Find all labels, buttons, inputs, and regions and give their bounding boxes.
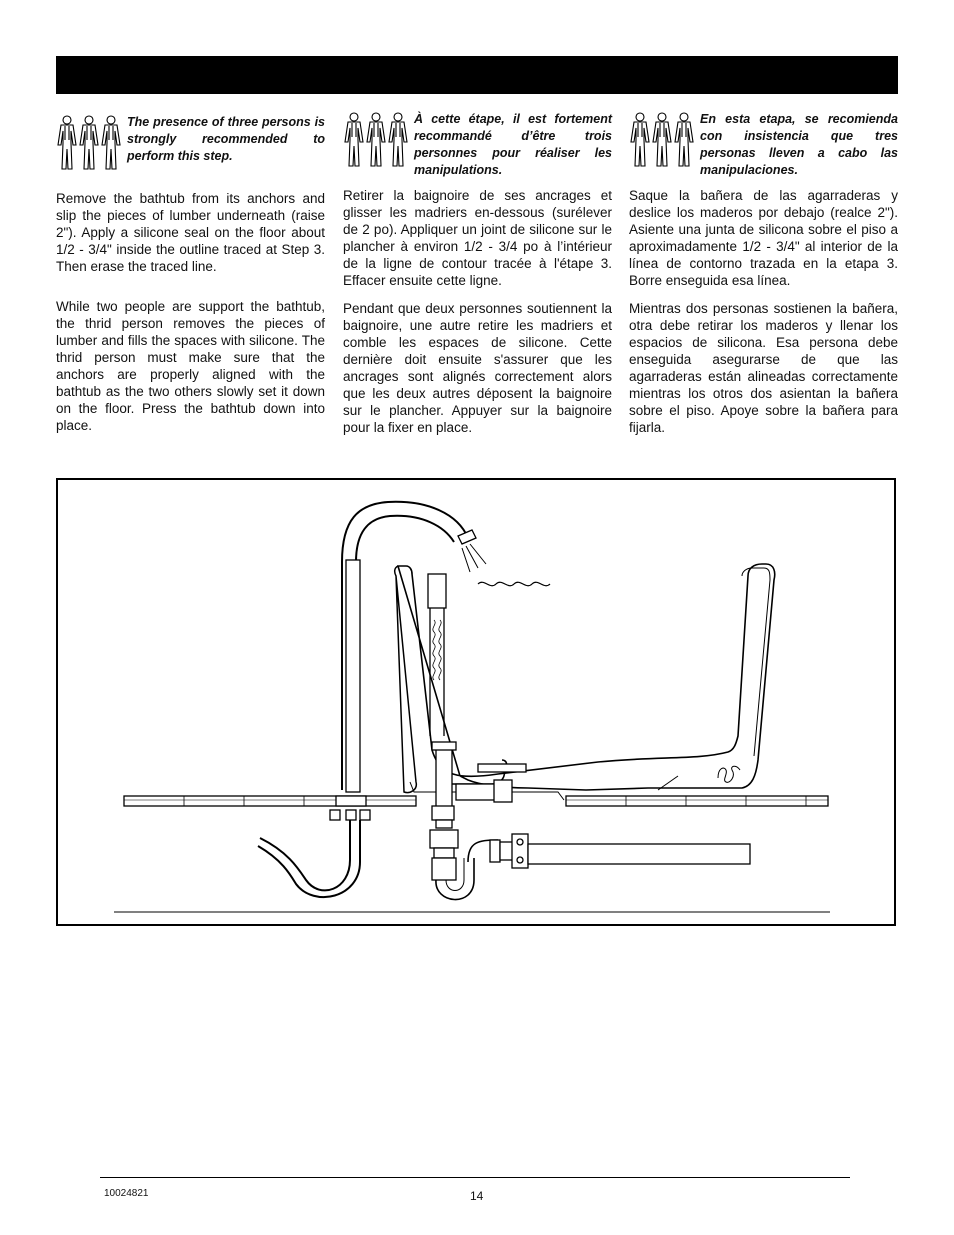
paragraph-2: While two people are support the bathtub, the thrid person removes the pieces of lumber and fills the spaces with silicone. The thrid person must make sure that the anchors are properly aligned with the bathtub as the two others slowly set it down on the floor. Press the bathtub down into place. (56, 299, 325, 433)
column-spanish (629, 111, 898, 436)
bathtub-installation-diagram (58, 480, 898, 928)
three-persons-icon (56, 114, 122, 172)
document-number: 10024821 (104, 1188, 149, 1199)
paragraph-1: Saque la bañera de las agarraderas y deslice los maderos por debajo (realce 2"). Asiente una junta de silicona sobre el piso a aproximadamente 1/2 - 3/4" al interior de la línea de contorno trazada en la etapa 3. Borre enseguida esa línea. (629, 188, 898, 288)
three-persons-note (629, 111, 898, 177)
note-text: The presence of three persons is strongly recommended to perform this step. (127, 115, 325, 163)
paragraph-1: Remove the bathtub from its anchors and slip the pieces of lumber underneath (raise 2"). Apply a silicone seal on the floor about 1/2 - 3/4" inside the outline traced at Step 3. Then erase the traced line. (56, 191, 325, 274)
paragraph-1: Retirer la baignoire de ses ancrages et glisser les madriers en-dessous (surélever de 2 po). Appliquer un joint de silicone sur le plancher à environ 1/2 - 3/4 po à l’intérieur de la ligne de contour tracée à l'étape 3. Effacer ensuite cette ligne. (343, 188, 612, 288)
note-text: À cette étape, il est fortement recommandé d’être trois personnes pour réaliser les manipulations. (414, 112, 612, 177)
three-persons-note (56, 114, 325, 174)
three-persons-note (343, 111, 612, 177)
paragraph-2: Pendant que deux personnes soutiennent la baignoire, une autre retire les madriers et comble les espaces de silicone. Cette dernière doit ensuite s'assurer que les ancrages sont alignés correctement alors que les deux autres déposent la baignoire sur le plancher. Appuyer sur la baignoire pour la fixer en place. (343, 301, 612, 435)
note-text: En esta etapa, se recomienda con insistencia que tres personas lleven a cabo las manipulaciones. (700, 112, 898, 177)
paragraph-2: Mientras dos personas sostienen la bañera, otra debe retirar los maderos y llenar los espacios de silicona. Esa persona debe enseguida asegurarse de que las agarraderas están alineadas correctamente mientras los otros dos asientan la bañera sobre el piso. Apoye sobre la bañera para fijarla. (629, 301, 898, 435)
column-english (56, 114, 325, 434)
footer-rule (100, 1177, 850, 1178)
three-persons-icon (343, 111, 409, 169)
three-persons-icon (629, 111, 695, 169)
bathtub-installation-figure (56, 478, 896, 926)
header-bar (56, 56, 898, 94)
page-number: 14 (470, 1189, 484, 1203)
column-french (343, 111, 612, 436)
